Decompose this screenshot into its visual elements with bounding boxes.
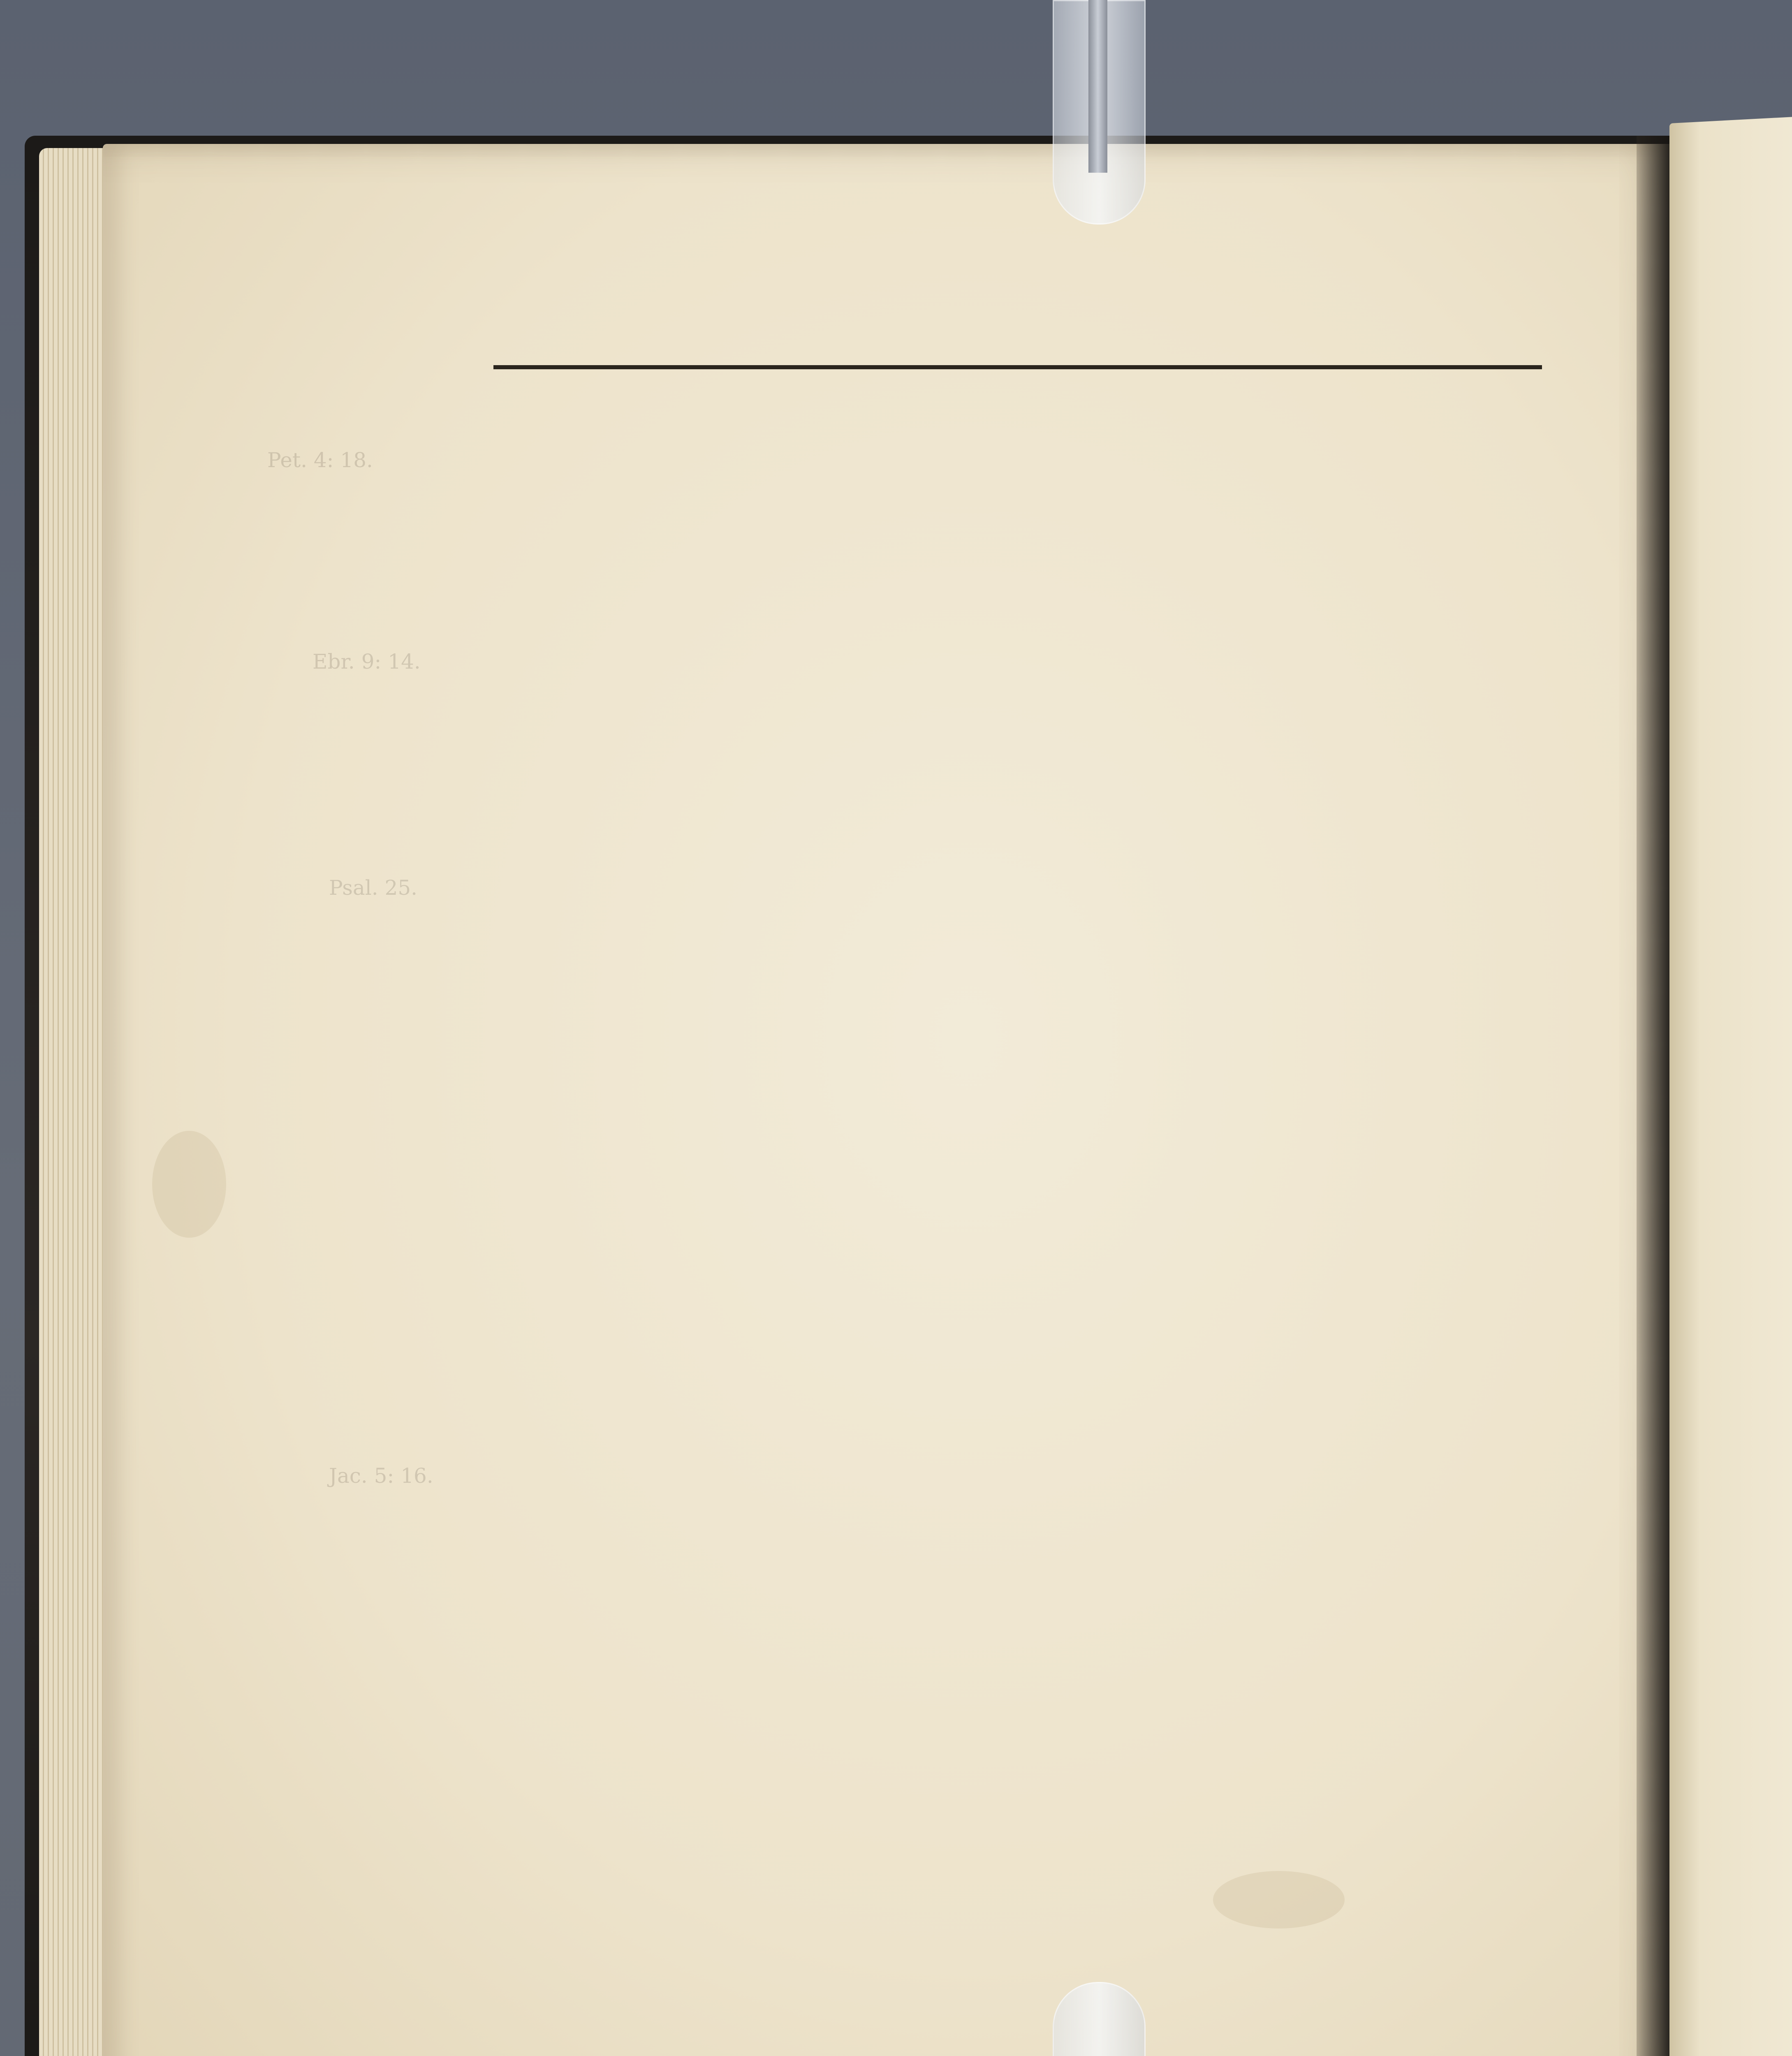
left-page xyxy=(103,144,1678,2056)
clip-strap-top xyxy=(1088,0,1107,173)
bleed-through-text: Ebr. 9: 14. xyxy=(313,650,421,674)
bleed-through-text: Psal. 25. xyxy=(329,876,418,900)
page-header xyxy=(498,284,1538,366)
paper-stain xyxy=(1213,1871,1345,1929)
bleed-through-text: Pet. 4: 18. xyxy=(267,448,373,472)
bleed-through-text: Jac. 5: 16. xyxy=(329,1464,433,1488)
header-rule xyxy=(493,365,1542,369)
paper-stain xyxy=(152,1131,226,1238)
facing-page xyxy=(1669,117,1792,2056)
